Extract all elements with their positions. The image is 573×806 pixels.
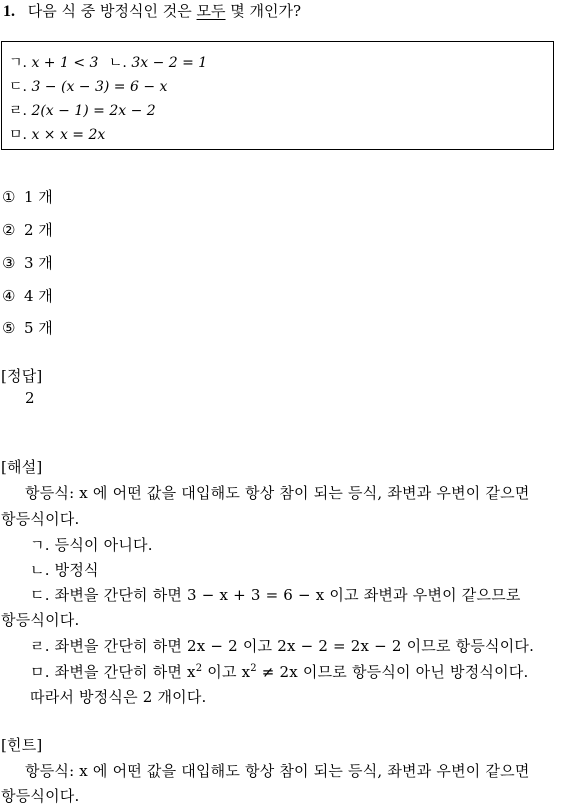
hint-label: [힌트] bbox=[1, 736, 43, 754]
option-5[interactable]: ⑤ 5 개 bbox=[2, 319, 53, 337]
explanation-line: 항등식이다. bbox=[1, 510, 80, 528]
answer-label: [정답] bbox=[1, 367, 43, 385]
explanation-label: [해설] bbox=[1, 458, 43, 476]
box-item: ㄱ. x + 1 < 3 ㄴ. 3x − 2 = 1 bbox=[9, 55, 208, 71]
expression-box bbox=[1, 41, 554, 150]
explanation-line: ㄹ. 좌변을 간단히 하면 2x − 2 이고 2x − 2 = 2x − 2 이므로 항등식이다. bbox=[30, 637, 535, 655]
option-4[interactable]: ④ 4 개 bbox=[2, 287, 53, 305]
explanation-line: 항등식: x 에 어떤 값을 대입해도 항상 참이 되는 등식, 좌변과 우변이 같으면 bbox=[25, 484, 530, 502]
hint-line: 항등식: x 에 어떤 값을 대입해도 항상 참이 되는 등식, 좌변과 우변이 같으면 bbox=[25, 762, 530, 780]
box-item: ㅁ. x × x = 2x bbox=[9, 127, 106, 143]
underlined-word: 모두 bbox=[196, 2, 226, 20]
explanation-line: 항등식이다. bbox=[1, 611, 80, 629]
explanation-line: ㅁ. 좌변을 간단히 하면 $x^2$ 이고 $x^2 \ne 2x$ 이므로 항등식이 아닌 방정식이다. bbox=[30, 663, 529, 681]
question-number: 1. bbox=[3, 3, 15, 20]
hint-line: 항등식이다. bbox=[1, 787, 80, 805]
option-3[interactable]: ③ 3 개 bbox=[2, 254, 53, 272]
box-item: ㄷ. 3 − (x − 3) = 6 − x bbox=[9, 79, 168, 95]
question-text: 다음 식 중 방정식인 것은 모두 몇 개인가? bbox=[27, 2, 302, 20]
explanation-line: ㄱ. 등식이 아니다. bbox=[30, 536, 153, 554]
explanation-line: 따라서 방정식은 2 개이다. bbox=[30, 688, 207, 706]
option-2[interactable]: ② 2 개 bbox=[2, 221, 53, 239]
option-1[interactable]: ① 1 개 bbox=[2, 188, 53, 206]
explanation-line: ㄷ. 좌변을 간단히 하면 3 − x + 3 = 6 − x 이고 좌변과 우변이 같으므로 bbox=[30, 586, 521, 604]
answer-value: 2 bbox=[25, 389, 35, 407]
question bbox=[3, 0, 301, 21]
explanation-line: ㄴ. 방정식 bbox=[30, 561, 99, 579]
box-item: ㄹ. 2(x − 1) = 2x − 2 bbox=[9, 103, 156, 119]
